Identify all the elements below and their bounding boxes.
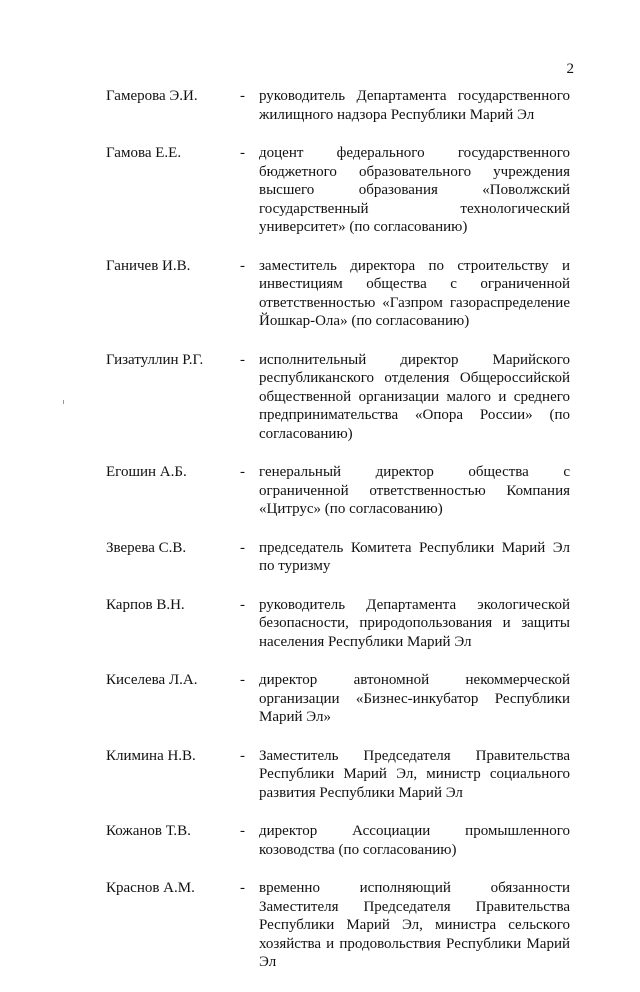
member-dash: - — [240, 464, 245, 480]
member-entry — [0, 822, 640, 859]
member-role: руководитель Департамента государственного жилищного надзора Республики Марий Эл — [259, 88, 570, 123]
member-role: руководитель Департамента экологической безопасности, природопользования и защиты населения Республики Марий Эл — [259, 596, 570, 650]
member-role: директор автономной некоммерческой организации «Бизнес-инкубатор Республики Марий Эл» — [259, 672, 570, 725]
member-dash: - — [240, 596, 245, 613]
member-role: Заместитель Председателя Правительства Республики Марий Эл, министр социального развития Республики Марий Эл — [259, 747, 570, 801]
member-entry — [0, 539, 640, 576]
member-dash: - — [240, 672, 245, 688]
member-name: Гизатуллин Р.Г. — [106, 351, 204, 368]
member-dash: - — [240, 880, 245, 896]
member-name: Гамова Е.Е. — [106, 145, 182, 161]
member-dash: - — [240, 539, 245, 556]
member-entry — [0, 671, 640, 727]
member-entry — [0, 463, 640, 519]
member-name: Киселева Л.А. — [106, 672, 198, 688]
member-entry — [0, 144, 640, 237]
member-role: председатель Комитета Республики Марий Эл по туризму — [259, 539, 570, 574]
member-dash: - — [240, 145, 245, 161]
member-entry — [0, 879, 640, 972]
member-dash: - — [240, 88, 245, 104]
member-name: Карпов В.Н. — [106, 596, 185, 613]
member-role: временно исполняющий обязанности Заместителя Председателя Правительства Республики Марий Эл, министра сельского хозяйства и продовольствия Республики Марий Эл — [259, 880, 570, 970]
member-list — [0, 87, 640, 992]
member-name: Климина Н.В. — [106, 747, 196, 764]
member-name: Краснов А.М. — [106, 880, 195, 896]
member-role: генеральный директор общества с ограниченной ответственностью Компания «Цитрус» (по согласованию) — [259, 464, 570, 517]
member-dash: - — [240, 257, 245, 274]
member-entry — [0, 257, 640, 331]
member-entry — [0, 87, 640, 124]
member-entry — [0, 747, 640, 803]
member-role: директор Ассоциации промышленного козоводства (по согласованию) — [259, 823, 570, 858]
member-entry — [0, 596, 640, 652]
member-name: Егошин А.Б. — [106, 464, 187, 480]
member-name: Ганичев И.В. — [106, 257, 191, 274]
member-dash: - — [240, 747, 245, 764]
member-dash: - — [240, 351, 245, 368]
member-name: Гамерова Э.И. — [106, 88, 198, 104]
member-entry — [0, 351, 640, 444]
member-name: Зверева С.В. — [106, 539, 187, 556]
member-name: Кожанов Т.В. — [106, 823, 191, 839]
member-role: исполнительный директор Марийского республиканского отделения Общероссийской общественной организации малого и среднего предпринимательства «Опора России» (по согласованию) — [259, 351, 570, 442]
page-number: 2 — [566, 61, 574, 77]
member-dash: - — [240, 823, 245, 839]
member-role: заместитель директора по строительству и инвестициям общества с ограниченной ответственностью «Газпром газораспределение Йошкар-Ола» (по согласованию) — [259, 257, 570, 329]
member-role: доцент федерального государственного бюджетного образовательного учреждения высшего образования «Поволжский государственный технологический университет» (по согласованию) — [259, 145, 570, 235]
